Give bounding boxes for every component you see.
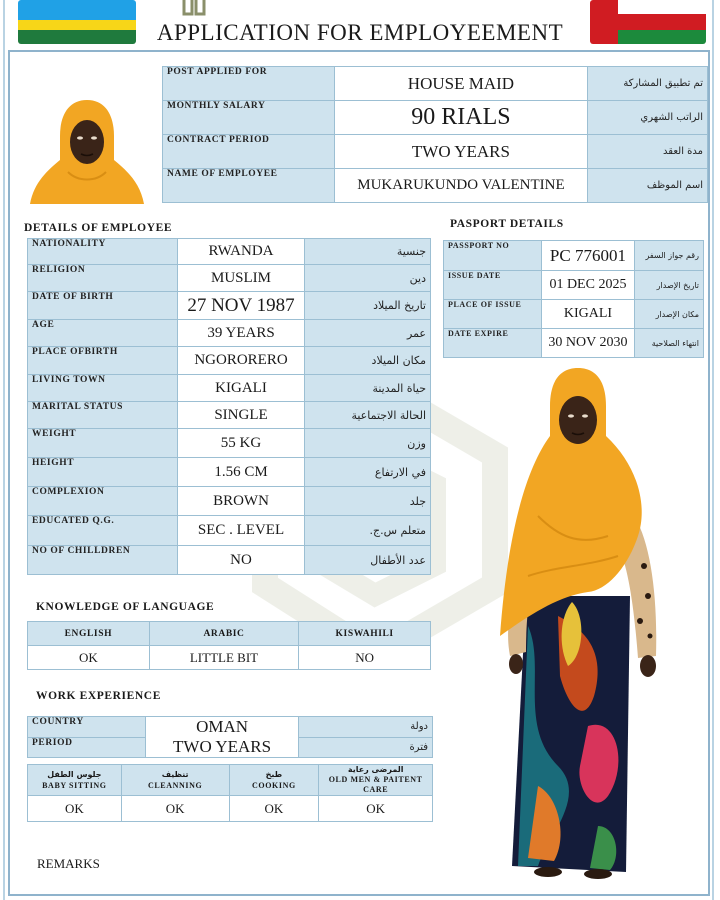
passport-label: PLACE OF ISSUE <box>444 300 542 329</box>
table-row <box>28 320 431 347</box>
work-country-label-ar: دولة <box>299 717 433 738</box>
table-row <box>28 375 431 402</box>
passport-label: DATE EXPIRE <box>444 329 542 358</box>
skill-header-cleaning-ar: تنظيف <box>161 770 189 779</box>
details-label: EDUCATED Q.G. <box>28 516 178 546</box>
right-border-line <box>712 0 714 900</box>
passport-label: PASSPORT NO <box>444 241 542 271</box>
table-row <box>444 300 704 329</box>
skill-header-babysitting-en: BABY SITTING <box>42 781 107 790</box>
details-label: PLACE OFBIRTH <box>28 347 178 375</box>
contract-label: CONTRACT PERIOD <box>163 135 335 169</box>
passport-value: 01 DEC 2025 <box>541 271 635 300</box>
page-title: APPLICATION FOR EMPLOYEEMENT <box>156 20 564 45</box>
details-value: MUSLIM <box>177 265 305 292</box>
details-value: KIGALI <box>177 375 305 402</box>
table-row <box>28 796 433 822</box>
details-value: 1.56 CM <box>177 458 305 487</box>
details-label-ar: دين <box>305 265 431 292</box>
details-label-ar: عدد الأطفال <box>305 546 431 575</box>
salary-label-ar: الراتب الشهري <box>588 101 708 135</box>
details-label-ar: وزن <box>305 429 431 458</box>
language-header-arabic: ARABIC <box>149 622 299 646</box>
details-value: 55 KG <box>177 429 305 458</box>
work-period-value: TWO YEARS <box>145 737 299 758</box>
table-row <box>28 292 431 320</box>
details-label: DATE OF BIRTH <box>28 292 178 320</box>
table-row <box>28 622 431 646</box>
details-label-ar: الحالة الاجتماعية <box>305 402 431 429</box>
details-label-ar: مكان الميلاد <box>305 347 431 375</box>
details-table <box>27 238 431 575</box>
work-period-label-ar: فترة <box>299 737 433 758</box>
passport-label-ar: مكان الإصدار <box>635 300 704 329</box>
passport-value: KIGALI <box>541 300 635 329</box>
table-row <box>28 717 433 738</box>
details-value: NO <box>177 546 305 575</box>
table-row <box>444 329 704 358</box>
language-table <box>27 621 431 670</box>
contract-value: TWO YEARS <box>334 135 588 169</box>
table-row <box>163 135 708 169</box>
table-row <box>28 546 431 575</box>
work-heading: WORK EXPERIENCE <box>36 690 161 702</box>
skill-value-cleaning: OK <box>121 796 229 822</box>
details-label-ar: حياة المدينة <box>305 375 431 402</box>
table-row <box>28 765 433 796</box>
table-row <box>444 271 704 300</box>
details-label-ar: عمر <box>305 320 431 347</box>
table-row <box>163 67 708 101</box>
details-label: MARITAL STATUS <box>28 402 178 429</box>
table-row <box>28 516 431 546</box>
details-label: NO OF CHILLDREN <box>28 546 178 575</box>
work-country-label: COUNTRY <box>28 717 146 738</box>
details-label: COMPLEXION <box>28 487 178 516</box>
skill-header-care <box>319 765 433 796</box>
skill-header-babysitting-ar: جلوس الطفل <box>47 770 102 779</box>
skill-header-cooking <box>229 765 319 796</box>
post-value: HOUSE MAID <box>334 67 588 101</box>
language-value-arabic: LITTLE BIT <box>149 646 299 670</box>
details-label: LIVING TOWN <box>28 375 178 402</box>
table-row <box>163 169 708 203</box>
details-label: WEIGHT <box>28 429 178 458</box>
work-country-value: OMAN <box>145 717 299 738</box>
skill-header-care-en: OLD MEN & PAITENT CARE <box>328 775 423 794</box>
employee-name-label-ar: اسم الموظف <box>588 169 708 203</box>
salary-label: MONTHLY SALARY <box>163 101 335 135</box>
skill-value-babysitting: OK <box>28 796 122 822</box>
work-table <box>27 716 433 758</box>
skill-value-care: OK <box>319 796 433 822</box>
contract-label-ar: مدة العقد <box>588 135 708 169</box>
skill-header-cleaning <box>121 765 229 796</box>
passport-label: ISSUE DATE <box>444 271 542 300</box>
skill-header-cleaning-en: CLEANNING <box>147 781 203 790</box>
passport-table <box>443 240 704 358</box>
details-value: BROWN <box>177 487 305 516</box>
employee-name-value: MUKARUKUNDO VALENTINE <box>334 169 588 203</box>
table-row <box>28 487 431 516</box>
passport-label-ar: رقم جواز السفر <box>635 241 704 271</box>
skill-header-babysitting <box>28 765 122 796</box>
skill-header-cooking-ar: طبخ <box>265 770 283 779</box>
details-heading: DETAILS OF EMPLOYEE <box>24 222 173 234</box>
table-row <box>444 241 704 271</box>
details-label-ar: تاريخ الميلاد <box>305 292 431 320</box>
post-info-table <box>162 66 708 203</box>
details-label-ar: متعلم س.ج. <box>305 516 431 546</box>
skill-header-cooking-en: COOKING <box>252 781 296 790</box>
agency-logo-icon <box>182 0 232 16</box>
table-row <box>28 429 431 458</box>
skill-value-cooking: OK <box>229 796 319 822</box>
details-value: 27 NOV 1987 <box>177 292 305 320</box>
table-row <box>28 646 431 670</box>
details-label-ar: جلد <box>305 487 431 516</box>
work-period-label: PERIOD <box>28 737 146 758</box>
details-value: 39 YEARS <box>177 320 305 347</box>
table-row <box>28 239 431 265</box>
salary-value: 90 RIALS <box>334 101 588 135</box>
details-label-ar: جنسية <box>305 239 431 265</box>
table-row <box>28 402 431 429</box>
table-row <box>28 265 431 292</box>
language-heading: KNOWLEDGE OF LANGUAGE <box>36 601 215 613</box>
details-label: AGE <box>28 320 178 347</box>
employee-name-label: NAME OF EMPLOYEE <box>163 169 335 203</box>
details-value: SEC . LEVEL <box>177 516 305 546</box>
table-row <box>163 101 708 135</box>
passport-value: PC 776001 <box>541 241 635 271</box>
skill-header-care-ar: المرضى رعاية <box>347 765 404 774</box>
language-header-english: ENGLISH <box>28 622 150 646</box>
details-value: SINGLE <box>177 402 305 429</box>
language-value-english: OK <box>28 646 150 670</box>
table-row <box>28 458 431 487</box>
table-row <box>28 737 433 758</box>
skills-table <box>27 764 433 822</box>
passport-label-ar: تاريخ الإصدار <box>635 271 704 300</box>
language-header-kiswahili: KISWAHILI <box>299 622 431 646</box>
post-label: POST APPLIED FOR <box>163 67 335 101</box>
post-label-ar: تم تطبيق المشاركة <box>588 67 708 101</box>
language-value-kiswahili: NO <box>299 646 431 670</box>
details-label-ar: في الارتفاع <box>305 458 431 487</box>
passport-label-ar: انتهاء الصلاحية <box>635 329 704 358</box>
details-value: RWANDA <box>177 239 305 265</box>
left-border-line <box>3 0 5 900</box>
details-label: RELIGION <box>28 265 178 292</box>
table-row <box>28 347 431 375</box>
remarks-label: REMARKS <box>37 856 100 871</box>
passport-heading: PASPORT DETAILS <box>450 218 564 230</box>
applicant-full-body-photo <box>498 366 660 880</box>
details-value: NGORORERO <box>177 347 305 375</box>
details-label: NATIONALITY <box>28 239 178 265</box>
applicant-headshot-photo <box>28 98 146 206</box>
details-label: HEIGHT <box>28 458 178 487</box>
passport-value: 30 NOV 2030 <box>541 329 635 358</box>
